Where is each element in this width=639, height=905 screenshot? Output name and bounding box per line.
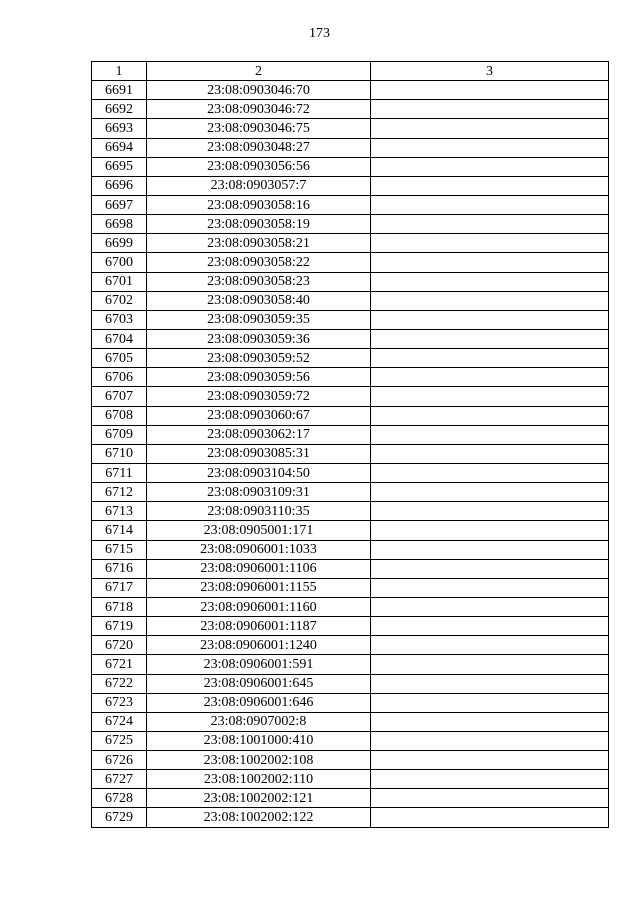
row-number-cell: 6692 bbox=[92, 100, 147, 119]
table-row bbox=[92, 578, 609, 597]
row-number-cell: 6710 bbox=[92, 444, 147, 463]
note-cell bbox=[371, 617, 609, 636]
table-row bbox=[92, 406, 609, 425]
column-header-2: 2 bbox=[147, 62, 371, 81]
row-number-cell: 6723 bbox=[92, 693, 147, 712]
cadastral-number-cell: 23:08:0903058:40 bbox=[147, 291, 371, 310]
note-cell bbox=[371, 272, 609, 291]
note-cell bbox=[371, 100, 609, 119]
row-number-cell: 6721 bbox=[92, 655, 147, 674]
row-number-cell: 6707 bbox=[92, 387, 147, 406]
cadastral-number-cell: 23:08:0903110:35 bbox=[147, 502, 371, 521]
table-row bbox=[92, 655, 609, 674]
note-cell bbox=[371, 253, 609, 272]
table-row bbox=[92, 119, 609, 138]
cadastral-number-cell: 23:08:0906001:591 bbox=[147, 655, 371, 674]
row-number-cell: 6695 bbox=[92, 157, 147, 176]
note-cell bbox=[371, 234, 609, 253]
cadastral-number-cell: 23:08:0903058:22 bbox=[147, 253, 371, 272]
table-row bbox=[92, 387, 609, 406]
row-number-cell: 6708 bbox=[92, 406, 147, 425]
cadastral-number-cell: 23:08:0906001:1160 bbox=[147, 597, 371, 616]
cadastral-number-cell: 23:08:0903046:70 bbox=[147, 81, 371, 100]
table-row bbox=[92, 100, 609, 119]
note-cell bbox=[371, 655, 609, 674]
table-row bbox=[92, 272, 609, 291]
cadastral-number-cell: 23:08:0903059:52 bbox=[147, 349, 371, 368]
row-number-cell: 6700 bbox=[92, 253, 147, 272]
row-number-cell: 6718 bbox=[92, 597, 147, 616]
cadastral-number-cell: 23:08:0906001:1155 bbox=[147, 578, 371, 597]
table-row bbox=[92, 770, 609, 789]
table-row bbox=[92, 808, 609, 827]
table-row bbox=[92, 444, 609, 463]
table-body bbox=[92, 81, 609, 827]
cadastral-number-cell: 23:08:1002002:121 bbox=[147, 789, 371, 808]
table-row bbox=[92, 483, 609, 502]
table-row bbox=[92, 310, 609, 329]
table-row bbox=[92, 559, 609, 578]
row-number-cell: 6712 bbox=[92, 483, 147, 502]
table-row bbox=[92, 502, 609, 521]
note-cell bbox=[371, 731, 609, 750]
note-cell bbox=[371, 808, 609, 827]
row-number-cell: 6693 bbox=[92, 119, 147, 138]
row-number-cell: 6709 bbox=[92, 425, 147, 444]
page-number: 173 bbox=[309, 26, 330, 41]
cadastral-number-cell: 23:08:0906001:1240 bbox=[147, 636, 371, 655]
row-number-cell: 6701 bbox=[92, 272, 147, 291]
note-cell bbox=[371, 138, 609, 157]
note-cell bbox=[371, 693, 609, 712]
row-number-cell: 6696 bbox=[92, 176, 147, 195]
table-row bbox=[92, 349, 609, 368]
note-cell bbox=[371, 349, 609, 368]
cadastral-number-cell: 23:08:0903046:75 bbox=[147, 119, 371, 138]
row-number-cell: 6719 bbox=[92, 617, 147, 636]
row-number-cell: 6711 bbox=[92, 463, 147, 482]
cadastral-number-cell: 23:08:0906001:645 bbox=[147, 674, 371, 693]
table-row bbox=[92, 751, 609, 770]
cadastral-number-cell: 23:08:0903057:7 bbox=[147, 176, 371, 195]
cadastral-table bbox=[91, 61, 609, 828]
cadastral-number-cell: 23:08:1002002:110 bbox=[147, 770, 371, 789]
note-cell bbox=[371, 157, 609, 176]
row-number-cell: 6717 bbox=[92, 578, 147, 597]
cadastral-number-cell: 23:08:0907002:8 bbox=[147, 712, 371, 731]
cadastral-number-cell: 23:08:0903058:19 bbox=[147, 215, 371, 234]
table-row bbox=[92, 597, 609, 616]
table-row bbox=[92, 636, 609, 655]
table-row bbox=[92, 215, 609, 234]
cadastral-number-cell: 23:08:0906001:1187 bbox=[147, 617, 371, 636]
table-row bbox=[92, 617, 609, 636]
row-number-cell: 6702 bbox=[92, 291, 147, 310]
row-number-cell: 6698 bbox=[92, 215, 147, 234]
row-number-cell: 6705 bbox=[92, 349, 147, 368]
note-cell bbox=[371, 291, 609, 310]
cadastral-number-cell: 23:08:0903109:31 bbox=[147, 483, 371, 502]
cadastral-number-cell: 23:08:0903060:67 bbox=[147, 406, 371, 425]
row-number-cell: 6727 bbox=[92, 770, 147, 789]
row-number-cell: 6728 bbox=[92, 789, 147, 808]
cadastral-number-cell: 23:08:0905001:171 bbox=[147, 521, 371, 540]
note-cell bbox=[371, 597, 609, 616]
column-header-3: 3 bbox=[371, 62, 609, 81]
table-row bbox=[92, 176, 609, 195]
row-number-cell: 6697 bbox=[92, 195, 147, 214]
note-cell bbox=[371, 176, 609, 195]
row-number-cell: 6716 bbox=[92, 559, 147, 578]
note-cell bbox=[371, 578, 609, 597]
note-cell bbox=[371, 483, 609, 502]
cadastral-number-cell: 23:08:0903104:50 bbox=[147, 463, 371, 482]
table-header-row bbox=[92, 62, 609, 81]
note-cell bbox=[371, 119, 609, 138]
note-cell bbox=[371, 636, 609, 655]
table-row bbox=[92, 712, 609, 731]
table-row bbox=[92, 81, 609, 100]
table-row bbox=[92, 157, 609, 176]
row-number-cell: 6706 bbox=[92, 368, 147, 387]
table-row bbox=[92, 253, 609, 272]
cadastral-number-cell: 23:08:0906001:646 bbox=[147, 693, 371, 712]
row-number-cell: 6729 bbox=[92, 808, 147, 827]
cadastral-number-cell: 23:08:1001000:410 bbox=[147, 731, 371, 750]
note-cell bbox=[371, 712, 609, 731]
note-cell bbox=[371, 368, 609, 387]
cadastral-number-cell: 23:08:0903058:21 bbox=[147, 234, 371, 253]
note-cell bbox=[371, 789, 609, 808]
row-number-cell: 6713 bbox=[92, 502, 147, 521]
note-cell bbox=[371, 329, 609, 348]
row-number-cell: 6724 bbox=[92, 712, 147, 731]
row-number-cell: 6715 bbox=[92, 540, 147, 559]
cadastral-number-cell: 23:08:0903059:36 bbox=[147, 329, 371, 348]
row-number-cell: 6694 bbox=[92, 138, 147, 157]
table-row bbox=[92, 789, 609, 808]
table-row bbox=[92, 138, 609, 157]
table-row bbox=[92, 731, 609, 750]
table-row bbox=[92, 425, 609, 444]
cadastral-number-cell: 23:08:0903058:16 bbox=[147, 195, 371, 214]
note-cell bbox=[371, 444, 609, 463]
cadastral-number-cell: 23:08:0903048:27 bbox=[147, 138, 371, 157]
note-cell bbox=[371, 406, 609, 425]
cadastral-number-cell: 23:08:0906001:1033 bbox=[147, 540, 371, 559]
table-row bbox=[92, 234, 609, 253]
table-row bbox=[92, 368, 609, 387]
column-header-1: 1 bbox=[92, 62, 147, 81]
row-number-cell: 6725 bbox=[92, 731, 147, 750]
note-cell bbox=[371, 387, 609, 406]
note-cell bbox=[371, 425, 609, 444]
note-cell bbox=[371, 770, 609, 789]
note-cell bbox=[371, 540, 609, 559]
table-row bbox=[92, 329, 609, 348]
note-cell bbox=[371, 310, 609, 329]
cadastral-number-cell: 23:08:0906001:1106 bbox=[147, 559, 371, 578]
table-row bbox=[92, 291, 609, 310]
cadastral-number-cell: 23:08:0903056:56 bbox=[147, 157, 371, 176]
note-cell bbox=[371, 521, 609, 540]
note-cell bbox=[371, 674, 609, 693]
note-cell bbox=[371, 463, 609, 482]
row-number-cell: 6703 bbox=[92, 310, 147, 329]
note-cell bbox=[371, 195, 609, 214]
note-cell bbox=[371, 81, 609, 100]
cadastral-number-cell: 23:08:0903059:56 bbox=[147, 368, 371, 387]
cadastral-number-cell: 23:08:0903062:17 bbox=[147, 425, 371, 444]
cadastral-number-cell: 23:08:1002002:122 bbox=[147, 808, 371, 827]
table-row bbox=[92, 195, 609, 214]
table-row bbox=[92, 463, 609, 482]
row-number-cell: 6699 bbox=[92, 234, 147, 253]
row-number-cell: 6726 bbox=[92, 751, 147, 770]
table-row bbox=[92, 540, 609, 559]
table-row bbox=[92, 674, 609, 693]
table-row bbox=[92, 693, 609, 712]
cadastral-number-cell: 23:08:0903046:72 bbox=[147, 100, 371, 119]
note-cell bbox=[371, 751, 609, 770]
note-cell bbox=[371, 502, 609, 521]
row-number-cell: 6722 bbox=[92, 674, 147, 693]
row-number-cell: 6714 bbox=[92, 521, 147, 540]
row-number-cell: 6704 bbox=[92, 329, 147, 348]
cadastral-number-cell: 23:08:0903059:35 bbox=[147, 310, 371, 329]
cadastral-number-cell: 23:08:1002002:108 bbox=[147, 751, 371, 770]
cadastral-number-cell: 23:08:0903058:23 bbox=[147, 272, 371, 291]
cadastral-number-cell: 23:08:0903085:31 bbox=[147, 444, 371, 463]
note-cell bbox=[371, 559, 609, 578]
cadastral-number-cell: 23:08:0903059:72 bbox=[147, 387, 371, 406]
row-number-cell: 6691 bbox=[92, 81, 147, 100]
row-number-cell: 6720 bbox=[92, 636, 147, 655]
note-cell bbox=[371, 215, 609, 234]
table-row bbox=[92, 521, 609, 540]
